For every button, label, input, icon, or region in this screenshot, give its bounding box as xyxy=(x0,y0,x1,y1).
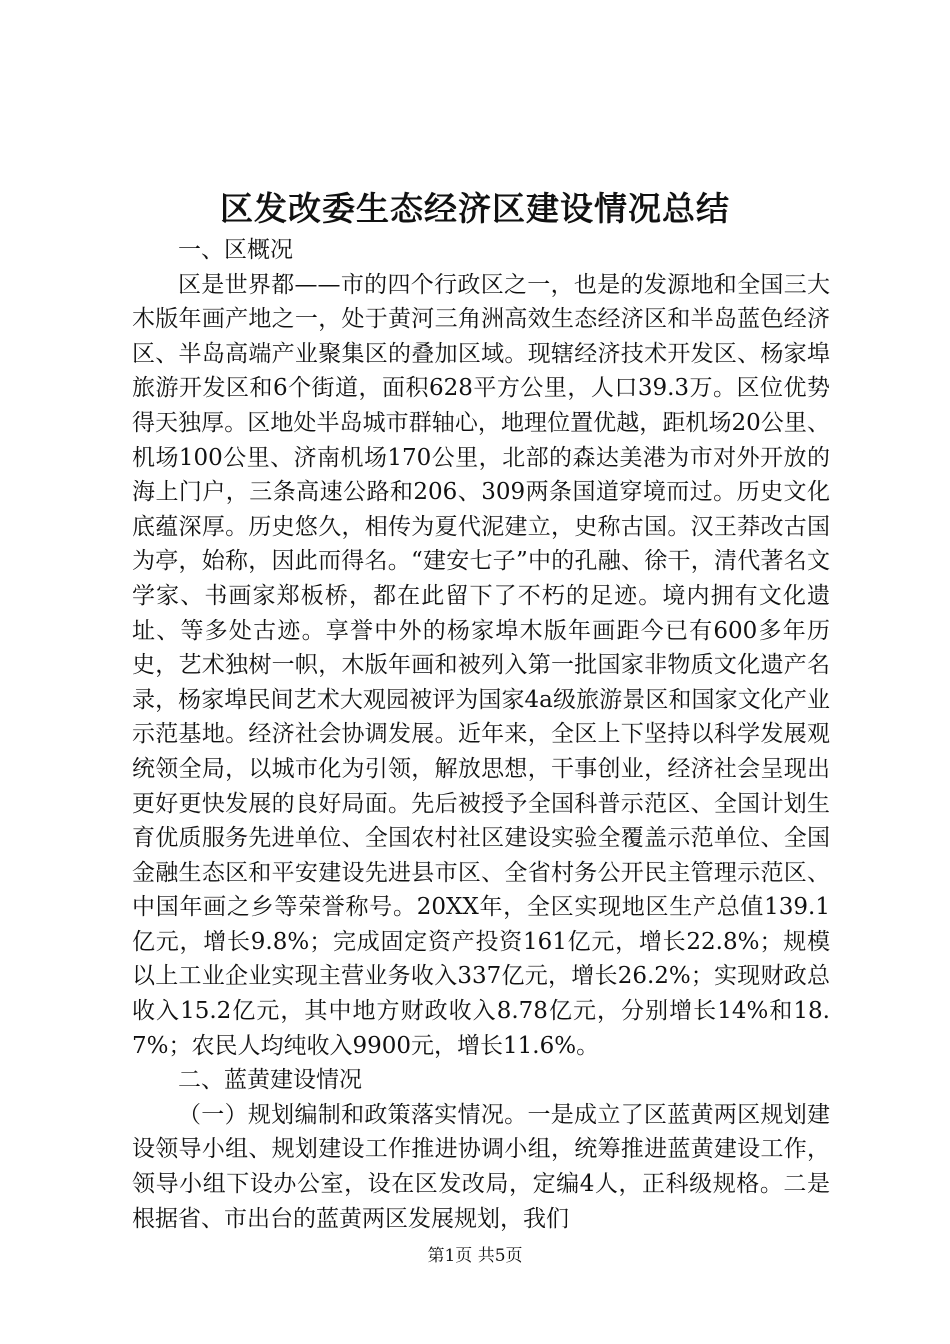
paragraph-overview: 区是世界都——市的四个行政区之一，也是的发源地和全国三大木版年画产地之一，处于黄河三角洲高效生态经济区和半岛蓝色经济区、半岛高端产业聚集区的叠加区域。现辖经济技术开发区、杨家埠旅游开发区和6个街道，面积628平方公里，人口39.3万。区位优势得天独厚。区地处半岛城市群轴心，地理位置优越，距机场20公里、机场100公里、济南机场170公里，北部的森达美港为市对外开放的海上门户，三条高速公路和206、309两条国道穿境而过。历史文化底蕴深厚。历史悠久，相传为夏代泥建立，史称古国。汉王莽改古国为亭，始称，因此而得名。“建安七子”中的孔融、徐干，清代著名文学家、书画家郑板桥，都在此留下了不朽的足迹。境内拥有文化遗址、等多处古迹。享誉中外的杨家埠木版年画距今已有600多年历史，艺术独树一帜，木版年画和被列入第一批国家非物质文化遗产名录，杨家埠民间艺术大观园被评为国家4a级旅游景区和国家文化产业示范基地。经济社会协调发展。近年来，全区上下坚持以科学发展观统领全局，以城市化为引领，解放思想，干事创业，经济社会呈现出更好更快发展的良好局面。先后被授予全国科普示范区、全国计划生育优质服务先进单位、全国农村社区建设实验全覆盖示范单位、全国金融生态区和平安建设先进县市区、全省村务公开民主管理示范区、中国年画之乡等荣誉称号。20XX年，全区实现地区生产总值139.1亿元，增长9.8%；完成固定资产投资161亿元，增长22.8%；规模以上工业企业实现主营业务收入337亿元，增长26.2%；实现财政总收入15.2亿元，其中地方财政收入8.78亿元，分别增长14%和18.7%；农民人均纯收入9900元，增长11.6%。 xyxy=(132,271,830,1059)
document-body xyxy=(132,233,830,1236)
paragraph-planning: （一）规划编制和政策落实情况。一是成立了区蓝黄两区规划建设领导小组、规划建设工作推进协调小组，统筹推进蓝黄建设工作，领导小组下设办公室，设在区发改局，定编4人，正科级规格。二是根据省、市出台的蓝黄两区发展规划，我们 xyxy=(132,1101,830,1232)
section-heading-construction: 二、蓝黄建设情况 xyxy=(178,1067,362,1094)
document-title: 区发改委生态经济区建设情况总结 xyxy=(220,189,730,228)
section-heading-overview: 一、区概况 xyxy=(178,237,293,263)
page-footer: 第1页 共5页 xyxy=(427,1246,523,1266)
